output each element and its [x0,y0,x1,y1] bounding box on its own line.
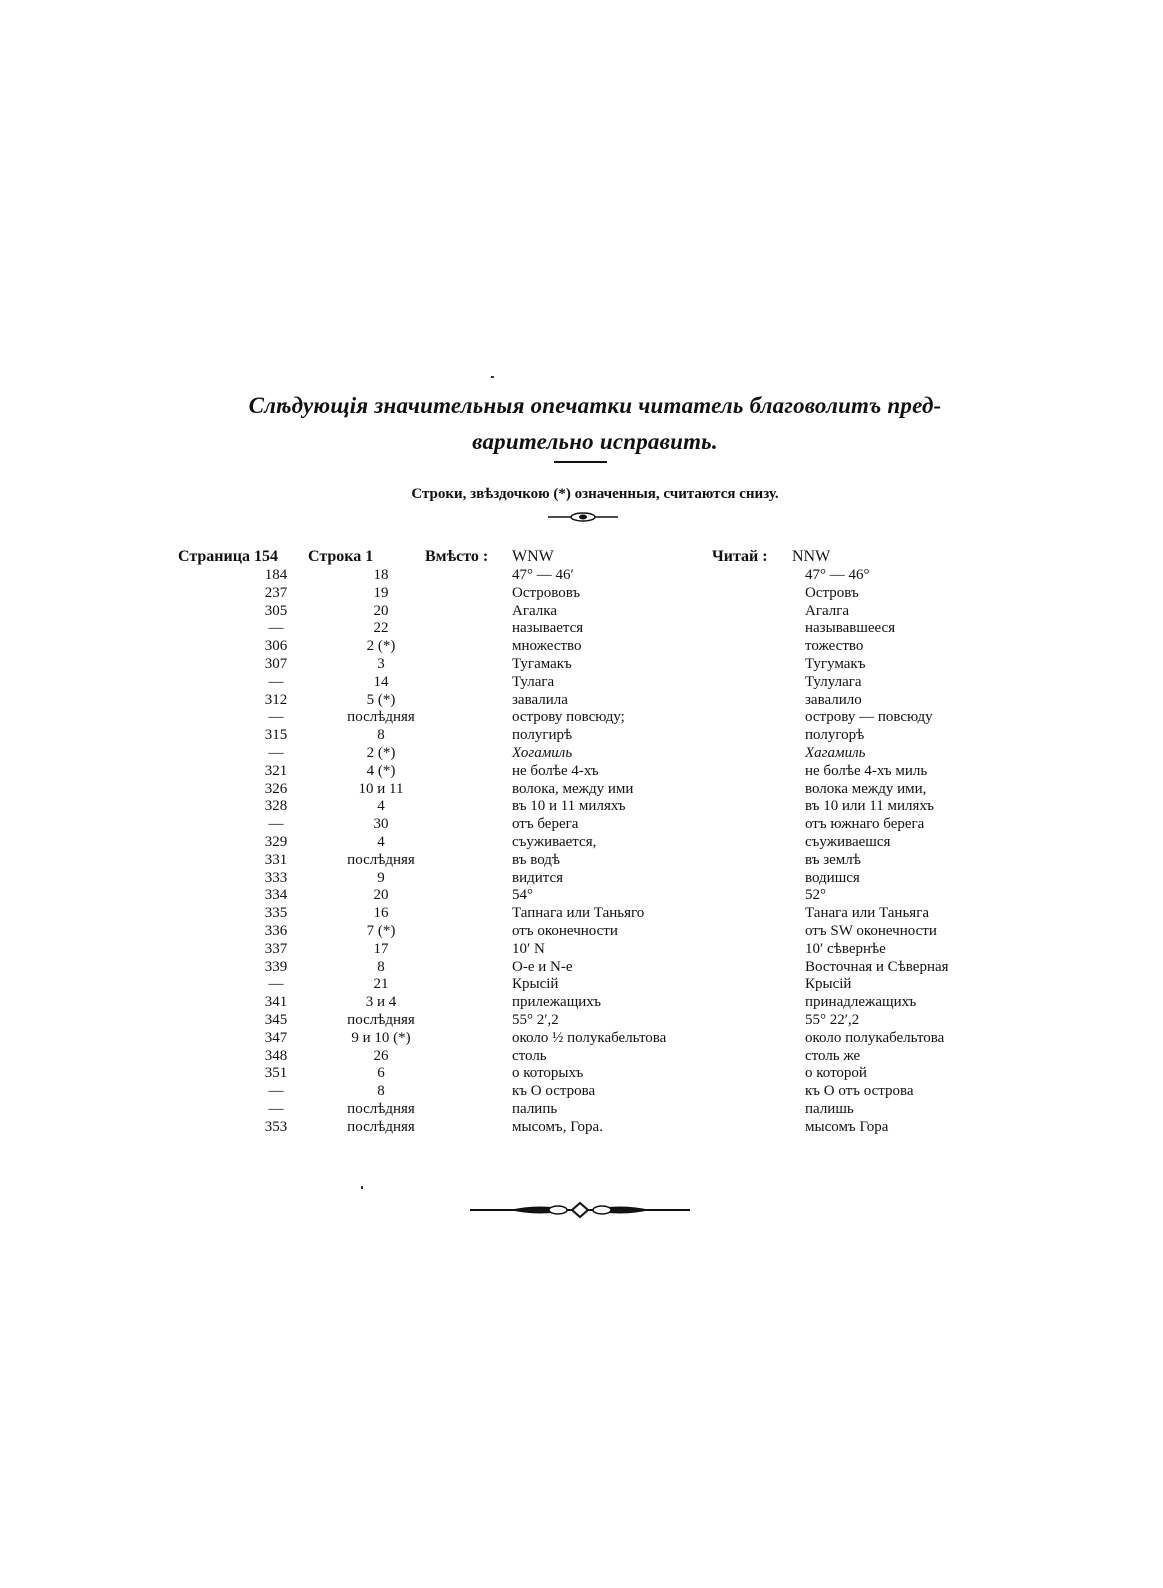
errata-title [180,388,1010,460]
closing-ornament-icon [470,1200,690,1220]
table-row [0,585,1163,603]
page-number: 184 [264,567,288,583]
correct-text: Агалга [805,602,850,619]
correct-text: отъ южнаго берега [805,816,925,833]
table-row [0,603,1163,621]
line-number: 7 (*) [366,923,396,939]
wrong-text: отъ берега [512,816,579,833]
wrong-text: около ½ полукабельтова [512,1029,667,1046]
header-line-label: Строка 1 [308,548,374,565]
table-row [0,1119,1163,1137]
correct-text: Тулулага [805,673,862,690]
page-number: 306 [264,638,288,655]
table-row [0,959,1163,977]
line-number: 22 [373,620,389,637]
table-row [0,1030,1163,1048]
table-row [0,887,1163,905]
table-row [0,852,1163,870]
correct-text: не болѣе 4-хъ миль [805,762,928,779]
line-number: 18 [373,567,389,583]
table-row [0,870,1163,888]
line-number: 20 [373,887,389,904]
wrong-text: Хогамиль [512,745,573,761]
table-row [0,1101,1163,1119]
line-number: 19 [373,584,389,601]
correct-text: отъ SW оконечности [805,923,937,939]
line-number: 4 [377,798,385,815]
wrong-text: острову повсюду; [512,709,625,726]
wrong-text: мысомъ, Гора. [512,1118,603,1135]
wrong-text: палипь [512,1101,558,1117]
wrong-text: волока, между ими [512,780,634,797]
line-number: послѣдняя [347,851,415,868]
correct-text: водишся [805,869,860,886]
correct-text: Островъ [805,584,859,601]
wrong-text: называется [512,620,584,637]
table-row [0,692,1163,710]
page-number: 326 [264,780,288,797]
line-number: 10 и 11 [358,780,404,797]
page-number: 307 [264,656,288,672]
line-number: 2 (*) [366,638,396,655]
page-number: 347 [264,1029,288,1046]
correct-text: о которой [805,1065,867,1082]
stray-mark [491,376,494,378]
table-row [0,567,1163,585]
page-number: 333 [264,869,288,886]
correct-text: въ землѣ [805,851,861,868]
line-number: 4 [377,834,385,850]
wrong-text: въ водѣ [512,851,561,868]
correct-text: въ 10 или 11 миляхъ [805,798,935,815]
page-number: — [268,816,284,833]
wrong-text: не болѣе 4-хъ [512,762,599,779]
page-number: 348 [264,1047,288,1064]
wrong-text: Крысій [512,976,559,993]
table-row [0,976,1163,994]
correct-text: волока между ими, [805,780,927,797]
page-number: 339 [264,958,288,975]
line-number: 16 [373,905,389,922]
table-row [0,727,1163,745]
correct-text: около полукабельтова [805,1029,945,1046]
correct-text: тожество [805,638,864,655]
correct-text: Танага или Таньяга [805,905,930,922]
page-number: 321 [264,762,288,779]
line-number: 26 [373,1047,389,1064]
page-number: 312 [264,691,288,708]
table-row [0,798,1163,816]
page-number: 334 [264,887,288,904]
line-number: 6 [377,1065,385,1082]
line-number: 20 [373,602,389,619]
line-number: 9 [377,869,385,886]
table-row [0,1048,1163,1066]
table-row [0,905,1163,923]
line-number: 3 [377,656,385,672]
wrong-text: Тугамакъ [512,656,572,672]
correct-text: мысомъ Гора [805,1118,889,1135]
table-row [0,1083,1163,1101]
small-ornament-icon [548,510,618,524]
page-number: 315 [264,727,288,744]
wrong-text: множество [512,638,582,655]
correct-text: палишь [805,1101,854,1117]
wrong-text: отъ оконечности [512,923,618,939]
table-row [0,674,1163,692]
page-number: 345 [264,1012,288,1028]
correct-text: завалило [805,691,862,708]
wrong-text: видится [512,869,564,886]
page-number: 353 [264,1118,288,1135]
wrong-text: въ 10 и 11 миляхъ [512,798,626,815]
correct-text: съуживаешся [805,834,891,850]
line-number: 4 (*) [366,762,396,779]
page-number: 331 [264,851,288,868]
page-number: — [268,709,284,726]
line-number: 21 [373,976,389,993]
table-row [0,816,1163,834]
wrong-text: 55° 2′,2 [512,1012,559,1028]
table-row [0,709,1163,727]
correct-text: Тугумакъ [805,656,866,672]
page-number: — [268,976,284,993]
page-number: — [268,620,284,637]
wrong-text: о которыхъ [512,1065,584,1082]
correct-text: 47° — 46° [805,567,870,583]
title-line-2: варительно исправить. [472,429,718,454]
wrong-text: 47° — 46′ [512,567,574,583]
wrong-text: полугирѣ [512,727,573,744]
page-number: — [268,1083,284,1100]
table-row [0,781,1163,799]
title-line-1: Слѣдующія значительныя опечатки читатель благоволитъ пред- [248,393,942,418]
line-number: 8 [377,958,385,975]
subtitle: Строки, звѣздочкою (*) означенныя, считаются снизу. [411,486,779,502]
line-number: послѣдняя [347,1118,415,1135]
correct-text: 10′ сѣвернѣе [805,940,886,957]
table-row [0,923,1163,941]
line-number: 8 [377,1083,385,1100]
header-read-first: NNW [792,548,831,565]
stray-mark [361,1186,363,1189]
page-number: — [268,1101,284,1117]
page-number: — [268,673,284,690]
page-number: — [268,745,284,761]
page-number: 351 [264,1065,288,1082]
wrong-text: Тулага [512,673,555,690]
correct-text: столь же [805,1047,861,1064]
wrong-text: О-е и N-е [512,958,573,975]
wrong-text: Агалка [512,602,557,619]
table-row [0,656,1163,674]
correct-text: 55° 22′,2 [805,1012,860,1028]
correct-text: 52° [805,887,826,904]
wrong-text: столь [512,1047,547,1064]
line-number: 30 [373,816,389,833]
correct-text: полугорѣ [805,727,865,744]
wrong-text: съуживается, [512,834,597,850]
table-row [0,994,1163,1012]
table-row [0,620,1163,638]
header-page-label: Страница 154 [178,548,278,565]
table-row [0,1012,1163,1030]
table-row [0,834,1163,852]
line-number: послѣдняя [347,1012,415,1028]
table-row [0,638,1163,656]
page-number: 305 [264,602,288,619]
table-row [0,1065,1163,1083]
correct-text: принадлежащихъ [805,994,917,1011]
wrong-text: къ О острова [512,1083,596,1100]
line-number: 5 (*) [366,691,396,708]
title-rule [554,461,607,463]
line-number: 14 [373,673,389,690]
page-number: 329 [264,834,288,850]
correct-text: острову — повсюду [805,709,933,726]
wrong-text: прилежащихъ [512,994,601,1011]
line-number: 3 и 4 [365,994,397,1011]
header-instead-label: Вмѣсто : [425,548,489,565]
line-number: 8 [377,727,385,744]
page-number: 237 [264,584,288,601]
correct-text: Хагамиль [805,745,866,761]
wrong-text: 10′ N [512,940,545,957]
line-number: послѣдняя [347,1101,415,1117]
line-number: 17 [373,940,389,957]
wrong-text: 54° [512,887,533,904]
header-read-label: Читай : [712,548,768,565]
table-row [0,941,1163,959]
wrong-text: Острововъ [512,584,581,601]
page-number: 335 [264,905,288,922]
page-number: 328 [264,798,288,815]
table-row [0,763,1163,781]
correct-text: къ О отъ острова [805,1083,914,1100]
line-number: послѣдняя [347,709,415,726]
correct-text: называвшееся [805,620,896,637]
wrong-text: завалила [512,691,568,708]
correct-text: Крысій [805,976,852,993]
header-instead-first: WNW [512,548,554,565]
line-number: 9 и 10 (*) [351,1029,411,1046]
page-number: 336 [264,923,288,939]
table-row [0,745,1163,763]
line-number: 2 (*) [366,745,396,761]
page-number: 337 [264,940,288,957]
page-number: 341 [264,994,288,1011]
wrong-text: Тапнага или Таньяго [512,905,645,922]
correct-text: Восточная и Сѣверная [805,958,949,975]
